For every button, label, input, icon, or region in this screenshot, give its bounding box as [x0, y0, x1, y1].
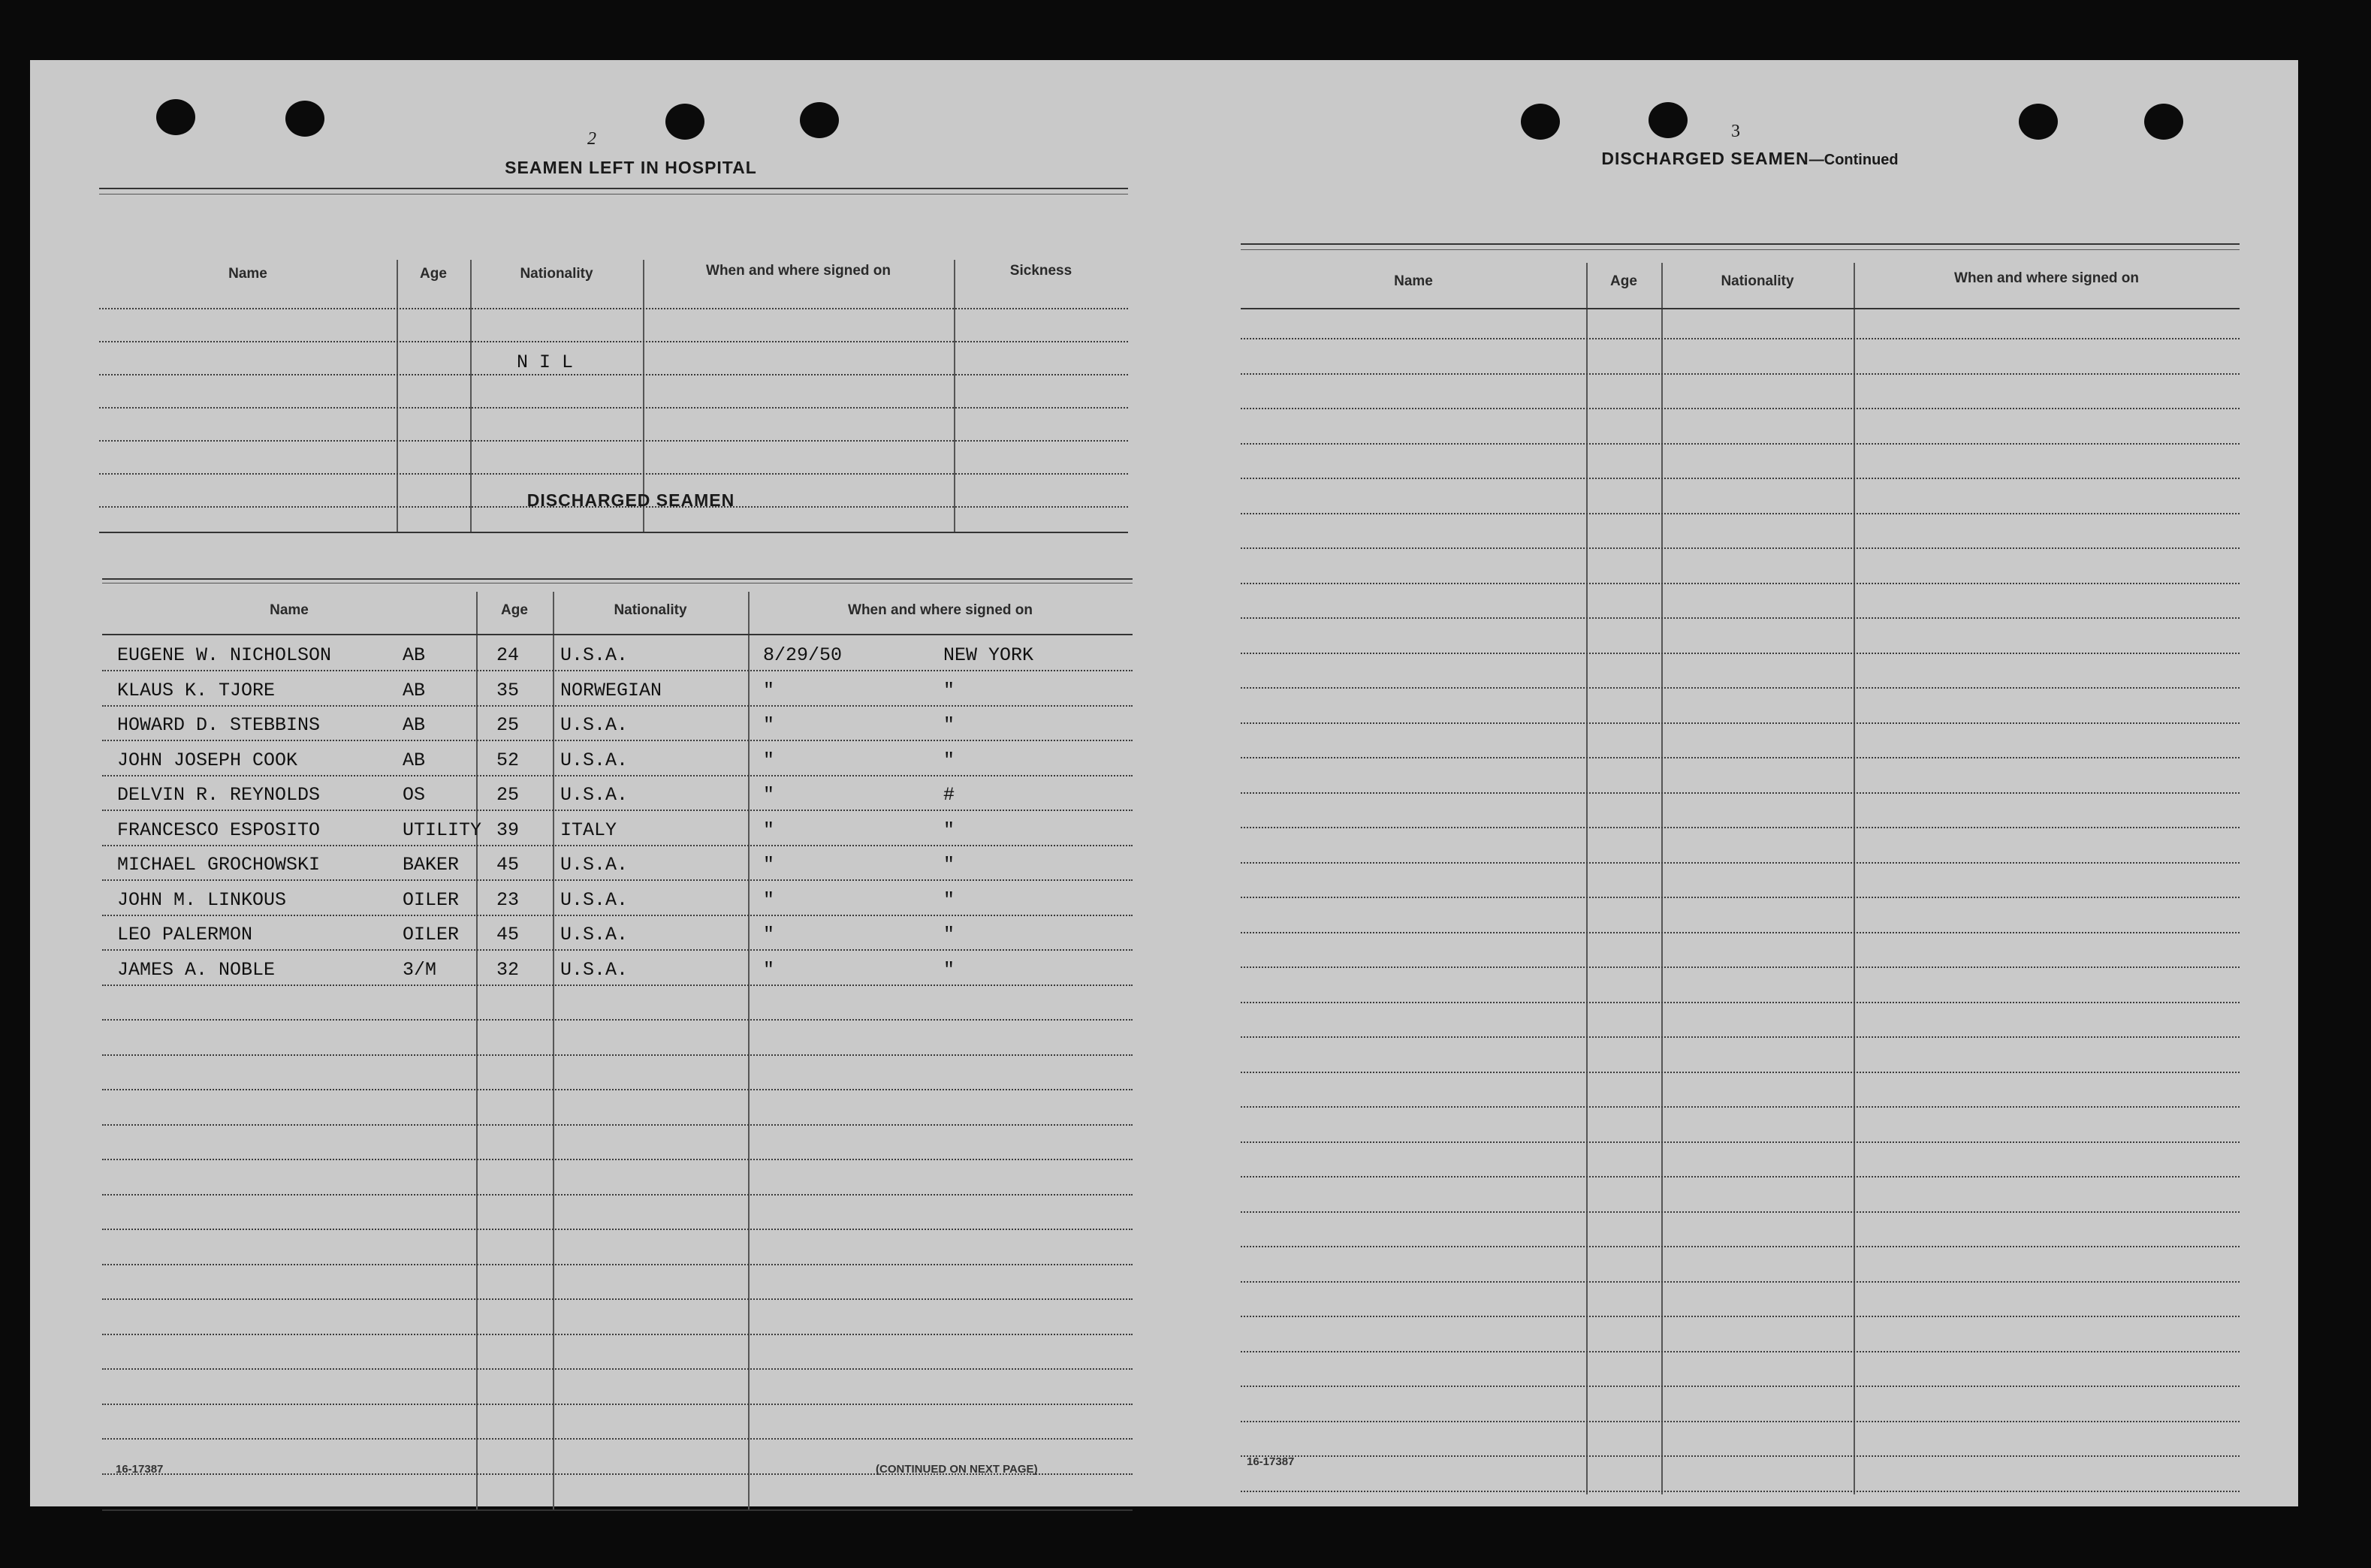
signed-on-date: "	[763, 819, 775, 841]
left-page	[30, 60, 1172, 1506]
row-line	[1241, 1176, 2240, 1178]
column-header: Nationality	[614, 602, 687, 618]
row-line	[1241, 338, 2240, 340]
form-number: 16-17387	[1247, 1455, 1295, 1468]
column-divider	[954, 260, 955, 533]
row-line	[1241, 1211, 2240, 1214]
signed-on-date: "	[763, 854, 775, 876]
row-line	[1241, 1106, 2240, 1108]
seaman-age: 45	[496, 854, 520, 876]
continued-section-title	[1540, 149, 1960, 169]
row-line	[99, 308, 1128, 310]
seaman-nationality: NORWEGIAN	[560, 679, 662, 701]
seaman-name: EUGENE W. NICHOLSON	[117, 644, 332, 666]
row-line	[1241, 1351, 2240, 1353]
table-top-rule	[1241, 243, 2240, 245]
seaman-nationality: U.S.A.	[560, 644, 629, 666]
seaman-age: 25	[496, 784, 520, 806]
seaman-row	[102, 852, 1133, 888]
seaman-nationality: U.S.A.	[560, 749, 629, 771]
continued-title-suffix: —Continued	[1808, 152, 1899, 168]
column-header: Age	[1610, 273, 1637, 289]
row-line	[1241, 1072, 2240, 1074]
signed-on-date: "	[763, 714, 775, 736]
header-rule	[1241, 308, 2240, 309]
continued-note: (CONTINUED ON NEXT PAGE)	[876, 1463, 1038, 1476]
seaman-rating: AB	[403, 679, 426, 701]
row-line	[1241, 792, 2240, 795]
row-line	[1241, 966, 2240, 969]
row-line	[102, 1438, 1133, 1440]
signed-on-place: "	[943, 749, 955, 771]
seaman-age: 25	[496, 714, 520, 736]
form-number: 16-17387	[116, 1463, 164, 1476]
row-line	[1241, 583, 2240, 585]
seaman-nationality: ITALY	[560, 819, 617, 841]
seaman-rating: OILER	[403, 924, 460, 945]
column-header: Nationality	[1721, 273, 1794, 289]
table-top-rule	[102, 578, 1133, 580]
signed-on-place: NEW YORK	[943, 644, 1034, 666]
seaman-nationality: U.S.A.	[560, 854, 629, 876]
row-line	[1241, 827, 2240, 829]
seaman-row	[102, 713, 1133, 748]
seaman-name: FRANCESCO ESPOSITO	[117, 819, 321, 841]
row-line	[102, 1368, 1133, 1370]
row-line	[99, 407, 1128, 409]
table-top-rule	[1241, 249, 2240, 250]
row-line	[1241, 722, 2240, 725]
row-line	[1241, 617, 2240, 620]
column-header: Name	[1394, 273, 1433, 289]
seaman-name: JOHN M. LINKOUS	[117, 888, 287, 911]
discharged-section-title: DISCHARGED SEAMEN	[526, 490, 735, 510]
signed-on-date: "	[763, 924, 775, 945]
seaman-row	[102, 957, 1133, 993]
seaman-name: LEO PALERMON	[117, 924, 253, 945]
seaman-nationality: U.S.A.	[560, 924, 629, 945]
signed-on-date: 8/29/50	[763, 644, 843, 666]
row-line	[1241, 1036, 2240, 1039]
row-line	[1241, 478, 2240, 480]
row-line	[1241, 687, 2240, 689]
row-line	[1241, 1002, 2240, 1004]
page-number: 2	[587, 129, 596, 149]
column-header: Age	[501, 602, 528, 618]
seaman-rating: OILER	[403, 888, 460, 911]
seaman-age: 24	[496, 644, 520, 666]
seaman-row	[102, 922, 1133, 957]
signed-on-place: "	[943, 924, 955, 945]
signed-on-date: "	[763, 784, 775, 806]
continued-table	[1241, 180, 2240, 1502]
column-header: Nationality	[520, 266, 593, 282]
header-rule	[102, 634, 1133, 635]
column-header: When and where signed on	[848, 602, 1033, 618]
seaman-name: HOWARD D. STEBBINS	[117, 714, 321, 736]
column-divider	[1854, 263, 1855, 1494]
signed-on-place: "	[943, 958, 955, 981]
nil-entry: N I L	[517, 351, 574, 373]
signed-on-date: "	[763, 679, 775, 701]
seaman-rating: AB	[403, 749, 426, 771]
seaman-nationality: U.S.A.	[560, 714, 629, 736]
signed-on-date: "	[763, 749, 775, 771]
row-line	[1241, 547, 2240, 550]
column-header: When and where signed on	[1954, 270, 2139, 286]
row-line	[1241, 862, 2240, 864]
seaman-rating: BAKER	[403, 854, 460, 876]
row-line	[102, 1298, 1133, 1301]
column-divider	[1661, 263, 1663, 1494]
row-line	[1241, 1455, 2240, 1458]
column-header: Age	[420, 266, 447, 282]
row-line	[1241, 1316, 2240, 1318]
row-line	[1241, 513, 2240, 515]
seaman-row	[102, 748, 1133, 783]
seaman-nationality: U.S.A.	[560, 784, 629, 806]
signed-on-date: "	[763, 958, 775, 981]
row-line	[99, 374, 1128, 376]
seaman-name: MICHAEL GROCHOWSKI	[117, 854, 321, 876]
seaman-row	[102, 818, 1133, 853]
signed-on-place: "	[943, 679, 955, 701]
column-header: Name	[270, 602, 309, 618]
seaman-nationality: U.S.A.	[560, 958, 629, 981]
seaman-rating: 3/M	[403, 958, 437, 981]
signed-on-place: "	[943, 714, 955, 736]
row-line	[102, 1194, 1133, 1196]
seaman-rating: OS	[403, 784, 426, 806]
discharged-table	[102, 520, 1133, 1511]
column-divider	[397, 260, 398, 533]
row-line	[99, 473, 1128, 475]
hospital-table	[99, 188, 1128, 533]
continued-title-text: DISCHARGED SEAMEN	[1601, 149, 1809, 168]
seaman-age: 52	[496, 749, 520, 771]
row-line	[1241, 932, 2240, 934]
row-line	[1241, 408, 2240, 410]
seaman-name: JOHN JOSEPH COOK	[117, 749, 298, 771]
seaman-age: 39	[496, 819, 520, 841]
column-divider	[1586, 263, 1588, 1494]
row-line	[99, 341, 1128, 343]
row-line	[102, 1054, 1133, 1057]
row-line	[1241, 757, 2240, 759]
table-bottom-rule	[102, 1509, 1133, 1511]
signed-on-place: "	[943, 854, 955, 876]
seaman-name: DELVIN R. REYNOLDS	[117, 784, 321, 806]
signed-on-date: "	[763, 888, 775, 911]
row-line	[102, 1404, 1133, 1406]
seaman-row	[102, 678, 1133, 713]
seaman-age: 32	[496, 958, 520, 981]
seaman-age: 23	[496, 888, 520, 911]
seaman-row	[102, 643, 1133, 678]
right-page	[1179, 60, 2298, 1506]
signed-on-place: "	[943, 819, 955, 841]
page-number: 3	[1731, 122, 1740, 141]
seaman-name: KLAUS K. TJORE	[117, 679, 276, 701]
seaman-age: 45	[496, 924, 520, 945]
seaman-age: 35	[496, 679, 520, 701]
seaman-nationality: U.S.A.	[560, 888, 629, 911]
seaman-rating: AB	[403, 714, 426, 736]
row-line	[1241, 1386, 2240, 1388]
signed-on-place: #	[943, 784, 955, 806]
column-header: Sickness	[1009, 263, 1072, 279]
row-line	[102, 1229, 1133, 1231]
row-line	[1241, 1281, 2240, 1283]
row-line	[99, 440, 1128, 442]
seaman-name: JAMES A. NOBLE	[117, 958, 276, 981]
row-line	[1241, 653, 2240, 655]
column-header: When and where signed on	[706, 263, 891, 279]
seaman-row	[102, 782, 1133, 818]
signed-on-place: "	[943, 888, 955, 911]
form-sheet	[30, 60, 2298, 1506]
row-line	[1241, 897, 2240, 899]
row-line	[102, 1264, 1133, 1266]
row-line	[1241, 1421, 2240, 1423]
seaman-rating: AB	[403, 644, 426, 666]
row-line	[1241, 373, 2240, 375]
row-line	[102, 1019, 1133, 1021]
row-line	[102, 1124, 1133, 1126]
seaman-row	[102, 888, 1133, 923]
seaman-rating: UTILITY	[403, 819, 482, 841]
row-line	[1241, 1141, 2240, 1144]
column-header: Name	[228, 266, 267, 282]
row-line	[102, 1334, 1133, 1336]
row-line	[1241, 1491, 2240, 1493]
row-line	[102, 1159, 1133, 1161]
table-top-rule	[99, 188, 1128, 189]
row-line	[1241, 1246, 2240, 1248]
hospital-section-title: SEAMEN LEFT IN HOSPITAL	[505, 158, 757, 177]
row-line	[102, 1089, 1133, 1091]
row-line	[1241, 443, 2240, 445]
